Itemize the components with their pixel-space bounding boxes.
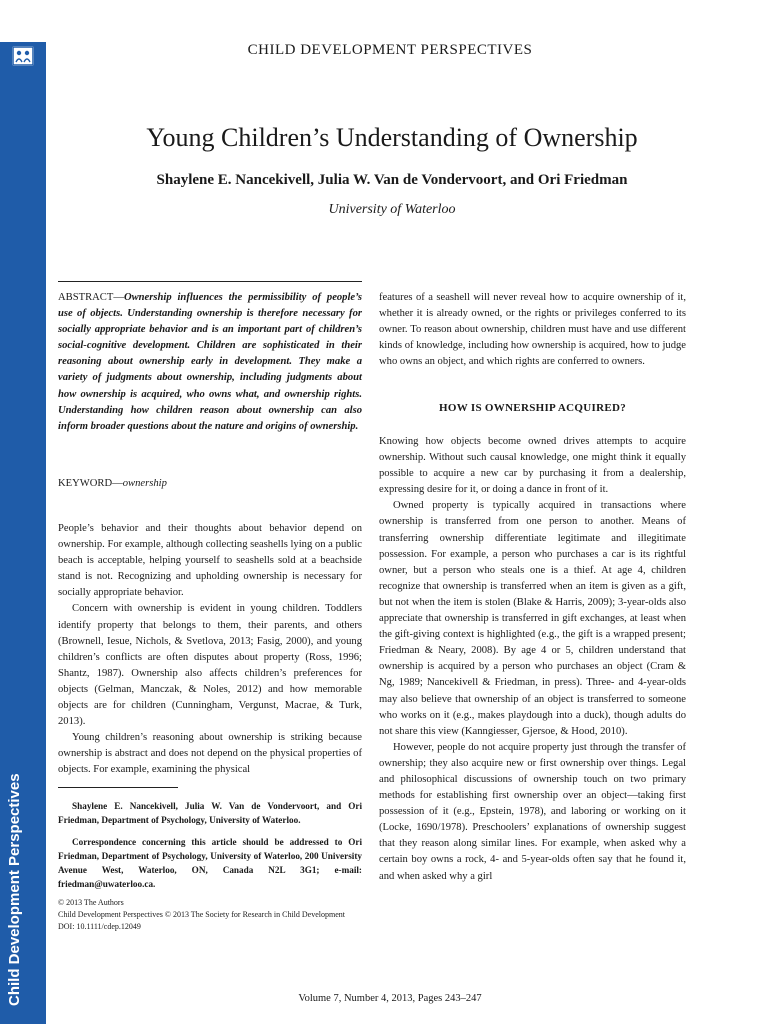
article-authors: Shaylene E. Nancekivell, Julia W. Van de Vondervoort, and Ori Friedman — [156, 172, 628, 188]
footnote-rule — [58, 787, 178, 788]
body-right-column — [379, 434, 686, 885]
right-column-top — [379, 290, 686, 370]
sidebar-journal-name: Child Development Perspectives — [6, 773, 23, 1006]
keyword-value: ownership — [122, 478, 167, 489]
journal-header: CHILD DEVELOPMENT PERSPECTIVES — [247, 42, 533, 58]
abstract — [58, 290, 362, 435]
paragraph: Young children’s reasoning about ownership is striking because ownership is abstract and does not depend on the physical properties of objects. For example, examining the physical — [58, 732, 362, 776]
article-affiliation: University of Waterloo — [328, 202, 456, 217]
paragraph: Concern with ownership is evident in young children. Toddlers identify property that belongs to them, their parents, and others (Brownell, Iesue, Nichols, & Svetlova, 2013; Fasig, 2000), and young children’s conflicts are often disputes about property (Ross, 1996; Shantz, 1987). Ownership also affects children’s preferences for objects (Gelman, Manczak, & Noles, 2012) and how memorable objects are for children (Cunningham, Vergunst, Macrae, & Turk, 2013). — [58, 603, 362, 728]
footnotes — [58, 799, 362, 933]
paragraph: People’s behavior and their thoughts about behavior depend on ownership. For example, although collecting seashells lying on a public beach is acceptable, helping yourself to seashells sold at a beachside stand is not. Recognizing and upholding ownership is necessary for socially appropriate behavior. — [58, 523, 362, 599]
authors-note: Shaylene E. Nancekivell, Julia W. Van de Vondervoort, and Ori Friedman, Department of Psychology, University of Waterloo. — [58, 801, 362, 825]
abstract-text: Ownership influences the permissibility of people’s use of objects. Understanding ownership is therefore necessary for socially appropriate behavior and is an important part of children’s social-cognitive development. Children are sophisticated in their reasoning about ownership early in development. They make a variety of judgments about ownership, including judgments about how ownership is acquired, who owns what, and ownership rights. Understanding how children reason about ownership can also inform broader questions about the nature and origins of ownership. — [58, 292, 362, 432]
page-footer: Volume 7, Number 4, 2013, Pages 243–247 — [298, 993, 482, 1004]
abstract-rule — [58, 281, 362, 282]
copyright-society: Child Development Perspectives © 2013 The Society for Research in Child Development — [58, 910, 345, 919]
paragraph: Knowing how objects become owned drives attempts to acquire ownership. Without such causal knowledge, one might think it equally possible to acquire a new car by purchasing it from a dealership, expressing desire for it, or doing a dance in front of it. — [379, 436, 686, 496]
article-title: Young Children’s Understanding of Ownership — [146, 123, 638, 152]
journal-logo-icon — [12, 46, 34, 66]
doi: DOI: 10.1111/cdep.12049 — [58, 922, 141, 931]
journal-sidebar — [0, 0, 46, 1024]
body-left-column — [58, 521, 362, 779]
paragraph: Owned property is typically acquired in transactions where ownership is transferred from one person to another. Means of transferring ownership differentiate legitimate and illegitimate possession. For example, a person who purchases a car is its rightful owner, but a person who steals one is a thief. At age 4, children recognize that ownership is transferred when an item is given as a gift, but not when the item is stolen (Blake & Harris, 2009); 3-year-olds also appreciate that ownership is transferred in gift exchanges, at least when the gift-giving context is highlighted (e.g., the gift is a wrapped present; Friedman & Neary, 2008). By age 4 or 5, children understand that ownership is acquired by a person who purchases an object (Cram & Ng, 1989; Nancekivell & Friedman, in press). Three- and 4-year-olds may also believe that ownership of an object is transferred to someone who works on it (e.g., makes playdough into a duck), though adults do not share this view (Kanngiesser, Gjersoe, & Hood, 2010). — [379, 500, 686, 737]
correspondence-note: Correspondence concerning this article should be addressed to Ori Friedman, Department of Psychology, University of Waterloo, 200 University Avenue West, Waterloo, ON, Canada N2L 3G1; e-mail: friedman@uwaterloo.ca. — [58, 837, 362, 889]
abstract-label: ABSTRACT— — [58, 292, 124, 303]
keyword-label: KEYWORD— — [58, 478, 123, 489]
keyword-line — [58, 476, 362, 492]
paragraph: features of a seashell will never reveal how to acquire ownership of it, whether it is already owned, or the rights or privileges conferred to its owner. To reason about ownership, children must have and use different kinds of knowledge, including how ownership is acquired, how to judge who owns an object, and which rights are conferred to owners. — [379, 292, 686, 368]
section-heading: HOW IS OWNERSHIP ACQUIRED? — [439, 402, 626, 414]
paragraph: However, people do not acquire property just through the transfer of ownership; they also acquire new or first ownership over things. Legal and philosophical discussions of ownership touch on two primary methods for establishing first ownership over an object—taking first possession of it (e.g., Epstein, 1978), and laboring or working on it (Locke, 1690/1978). Preschoolers’ explanations of ownership suggest that they reason along similar lines. For example, when asked why a certain boy owns a rock, 4- and 5-year-olds often say that he found it, and when asked why a girl — [379, 741, 686, 882]
copyright-authors: © 2013 The Authors — [58, 898, 124, 907]
